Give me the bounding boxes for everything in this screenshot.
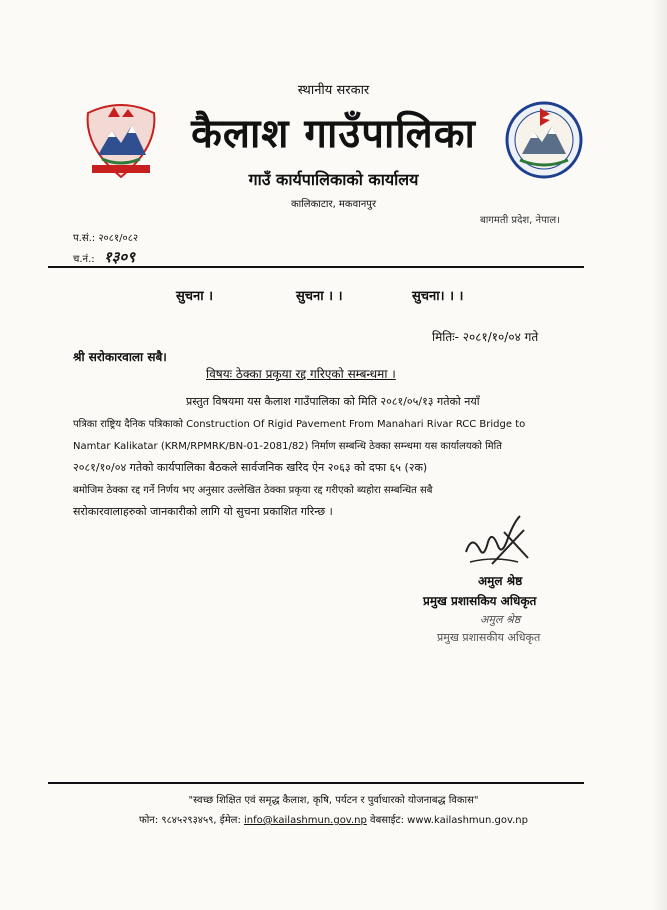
signatory-name: अमुल श्रेष्ठ (478, 574, 523, 588)
notice-heading-1: सुचना । (176, 289, 214, 304)
body-line: सरोकारवालाहरुको जानकारीको लागि यो सुचना प्रकाशित गरिन्छ । (73, 505, 333, 518)
signatory-title: प्रमुख प्रशासकिय अधिकृत (423, 594, 537, 608)
municipality-name: कैलाश गाउँपालिका (191, 111, 476, 157)
province-label: बागमती प्रदेश, नेपाल। (480, 215, 560, 226)
handwritten-signature (458, 512, 538, 572)
office-address: कालिकाटार, मकवानपुर (290, 199, 377, 210)
body-line: प्रस्तुत विषयमा यस कैलाश गाउँपालिका को मिति २०८१/०५/१३ गतेको नयाँ (186, 395, 480, 408)
email-label: ईमेल: (219, 815, 241, 826)
body-line: २०८१/१०/०४ गतेको कार्यपालिका बैठकले सार्वजनिक खरिद ऐन २०६३ को दफा ६५ (२क) (73, 461, 428, 474)
footer-divider (48, 782, 584, 784)
body-line: बमोजिम ठेक्का रद्द गर्ने निर्णय भए अनुसार उल्लेखित ठेक्का प्रकृया रद्द गरीएको ब्यहोरा सम्बन्धित सबै (73, 485, 433, 496)
ps-value: २०८१/०८२ (98, 233, 139, 244)
footer-slogan: "स्वच्छ शिक्षित एवं समृद्ध कैलाश, कृषि, पर्यटन र पुर्वाधारको योजनाबद्ध विकास" (188, 795, 479, 806)
cn-value: १३०९ (103, 248, 136, 266)
body-line: Namtar Kalikatar (KRM/RPMRK/BN-01-2081/82) निर्माण सम्बन्धि ठेक्का सम्न्धमा यस कार्यालयको मिति (73, 441, 502, 452)
footer-contact (0, 812, 667, 826)
chalani-number (73, 247, 135, 267)
office-name: गाउँ कार्यपालिकाको कार्यालय (248, 170, 419, 189)
cn-label: च.नं.: (73, 254, 95, 265)
addressee: श्री सरोकारवाला सबै। (73, 350, 167, 364)
body-line: पत्रिका राष्ट्रिय दैनिक पत्रिकाको Construction Of Rigid Pavement From Manahari Rivar RCC Bridge to (73, 419, 526, 430)
notice-heading-3: सुचना। । । (412, 289, 464, 304)
website-label: वेबसाईट: (370, 815, 404, 826)
patra-sankhya (73, 230, 138, 244)
ps-label: प.सं.: (73, 233, 96, 244)
phone-number: ९८४५२९३४५९, (161, 815, 217, 826)
notice-heading-2: सुचना । । (296, 289, 343, 304)
website-link[interactable]: www.kailashmun.gov.np (407, 815, 528, 826)
stamp-title: प्रमुख प्रशासकीय अधिकृत (437, 631, 541, 644)
subject-line: विषयः ठेक्का प्रकृया रद्द गरिएको सम्बन्धमा । (206, 367, 396, 381)
local-government-label: स्थानीय सरकार (297, 83, 370, 98)
letter-date: मितिः- २०८१/१०/०४ गते (432, 330, 539, 344)
email-link[interactable]: info@kailashmun.gov.np (244, 815, 367, 826)
header-divider (48, 266, 584, 268)
phone-label: फोन: (138, 815, 159, 826)
stamp-name: अमुल श्रेष्ठ (480, 613, 521, 626)
